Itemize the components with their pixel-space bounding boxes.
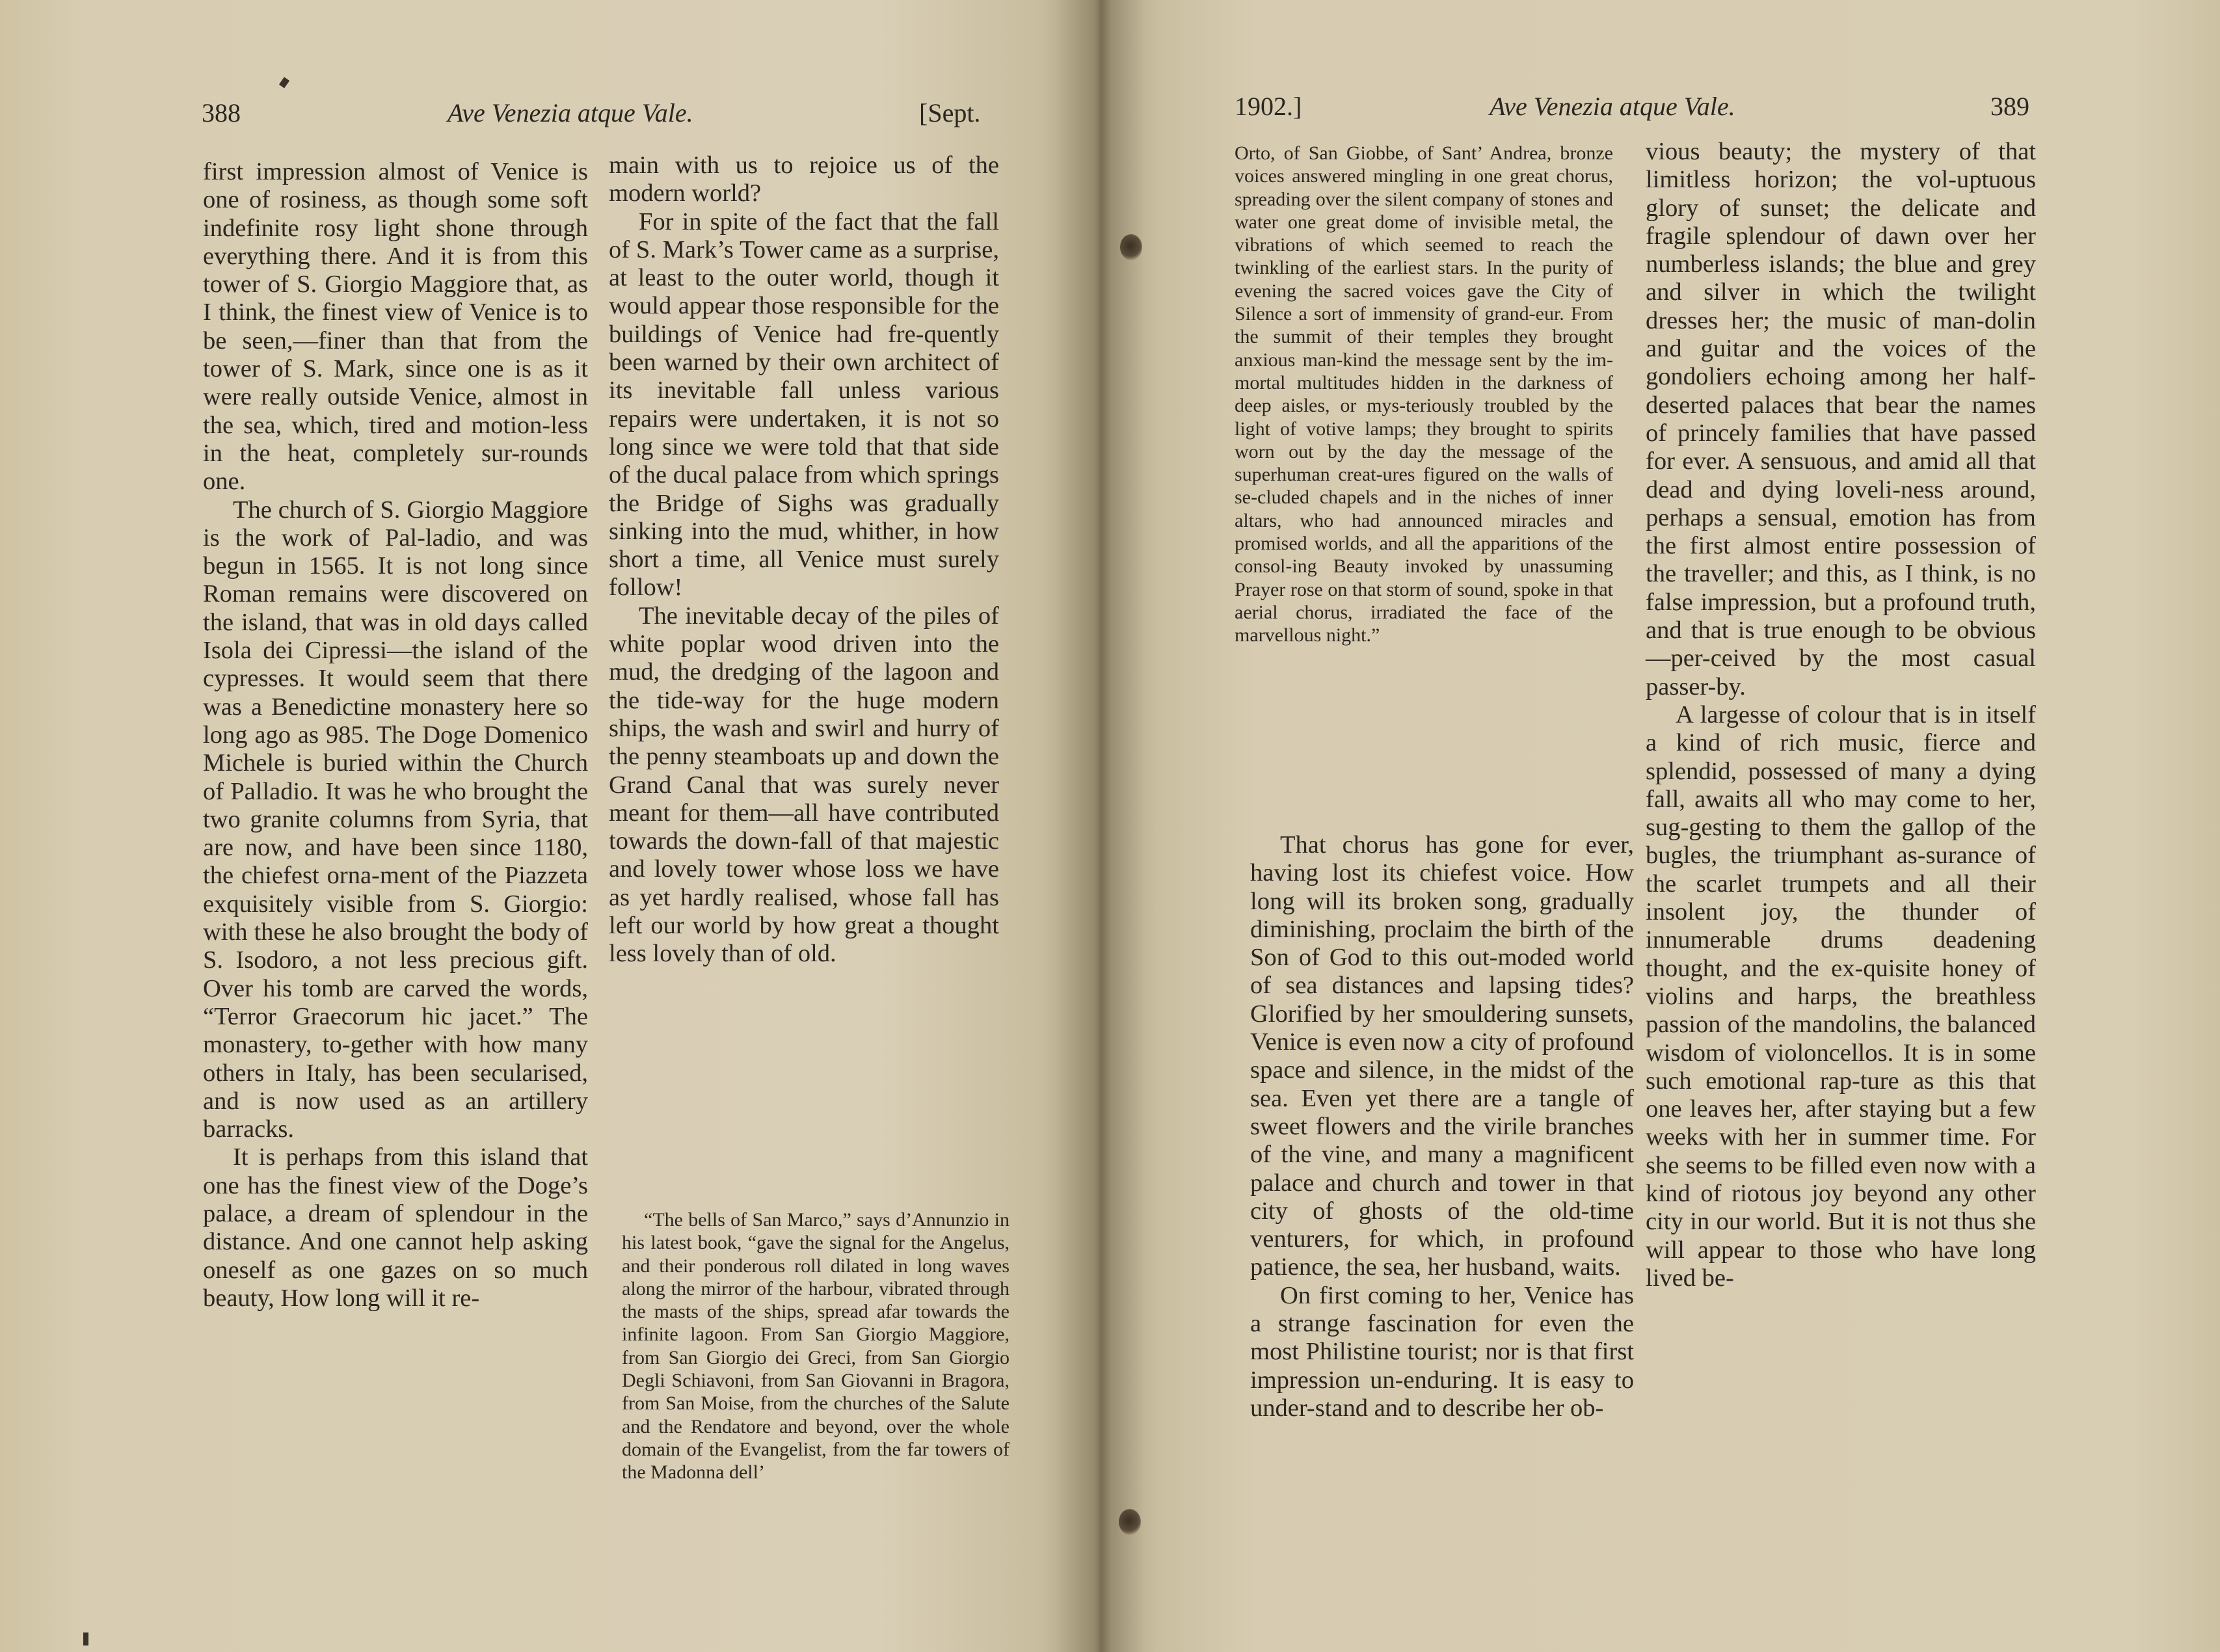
right-running-title: Ave Venezia atque Vale. bbox=[1490, 92, 1735, 121]
paragraph: vious beauty; the mystery of that limitless horizon; the vol-uptuous glory of sunset; the delicate and fragile splendour of dawn over her numberless islands; the blue and grey and silver in which the twilight dresses her; the music of man-dolin and guitar and the voices of the gondoliers echoing among her half-deserted palaces that bear the names of princely families that have passed for ever. A sensuous, and amid all that dead and dying loveli-ness around, perhaps a sensual, emotion has from the first almost entire possession of the traveller; and this, as I think, is no false impression, but a profound truth, and that is true enough to be obvious—per-ceived by the most casual passer-by. bbox=[1646, 138, 2036, 700]
quotation: Orto, of San Giobbe, of Sant’ Andrea, bronze voices answered mingling in one great chorus, spreading over the silent company of stones and water one great dome of invisible metal, the vibrations of which seemed to reach the twinkling of the earliest stars. In the purity of evening the sacred voices gave the City of Silence a sort of immensity of grand-eur. From the summit of their temples they brought anxious man-kind the message sent by the im-mortal multitudes hidden in the darkness of deep aisles, or mys-teriously troubled by the light of votive lamps; they brought to spirits worn out by the day the message of the superhuman creat-ures figured on the walls of se-cluded chapels and in the niches of inner altars, who had announced miracles and promised worlds, and all the apparitions of the consol-ing Beauty invoked by unassuming Prayer rose on that storm of sound, spoke in that aerial chorus, irradiated the face of the marvellous night.” bbox=[1235, 142, 1613, 646]
paragraph: The inevitable decay of the piles of white poplar wood driven into the mud, the dredging of the lagoon and the tide-way for the huge modern ships, the wash and swirl and hurry of the penny steamboats up and down the Grand Canal that was surely never meant for them—all have contributed towards the down-fall of that majestic and lovely tower whose loss we have as yet hardly realised, whose fall has left our world by how great a thought less lovely than of old. bbox=[609, 602, 999, 968]
paragraph: A largesse of colour that is in itself a kind of rich music, fierce and splendid, possessed of many a dying fall, awaits all who may come to her, sug-gesting to them the gallop of the bugles, the triumphant as-surance of the scarlet trumpets and all their insolent joy, the thunder of innumerable drums deadening thought, and the ex-quisite honey of violins and harps, the breathless passion of the mandolins, the balanced wisdom of violoncellos. It is in some such emotional rap-ture as this that one leaves her, after staying but a few weeks with her in summer time. For she seems to be filled even now with a kind of riotous joy beyond any other city in our world. But it is not thus she will appear to those who have long lived be- bbox=[1646, 700, 2036, 1292]
paragraph: It is perhaps from this island that one has the finest view of the Doge’s palace, a dream of splendour in the distance. And one cannot help asking oneself as one gazes on so much beauty, How long will it re- bbox=[203, 1143, 588, 1312]
paragraph: first impression almost of Venice is one of rosiness, as though some soft indefinite rosy light shone through everything there. And it is from this tower of S. Giorgio Maggiore that, as I think, the finest view of Venice is to be seen,—finer than that from the tower of S. Mark, since one is as it were really outside Venice, almost in the sea, which, tired and motion-less in the heat, completely sur-rounds one. bbox=[203, 158, 588, 496]
right-page bbox=[1099, 0, 2220, 1652]
right-running-date: 1902.] bbox=[1235, 92, 1302, 121]
binding-hole bbox=[1120, 234, 1142, 260]
paragraph: For in spite of the fact that the fall of S. Mark’s Tower came as a surprise, at least to the outer world, though it would appear those responsible for the buildings of Venice had fre-quently been warned by their own architect of its inevitable fall unless various repairs were undertaken, it is not so long since we were told that that side of the ducal palace from which springs the Bridge of Sighs was gradually sinking into the mud, whither, in how short a time, all Venice must surely follow! bbox=[609, 207, 999, 602]
paragraph: That chorus has gone for ever, having lost its chiefest voice. How long will its broken song, gradually diminishing, proclaim the birth of the Son of God to this out-moded world of sea distances and lapsing tides? Glorified by her smouldering sunsets, Venice is even now a city of profound space and silence, in the midst of the sea. Even yet there are a tangle of sweet flowers and the virile branches of the vine, and many a magnificent palace and church and tower in that city of ghosts of the old-time venturers, for which, in profound patience, the sea, her husband, waits. bbox=[1250, 831, 1634, 1281]
right-column-2 bbox=[1646, 138, 2036, 1292]
right-column-1 bbox=[1250, 831, 1634, 1422]
quotation: “The bells of San Marco,” says d’Annunzio in his latest book, “gave the signal for the Angelus, and their ponderous roll dilated in long waves along the mirror of the harbour, vibrated through the masts of the ships, spread afar towards the infinite lagoon. From San Giorgio Maggiore, from San Giorgio dei Greci, from San Giorgio Degli Schiavoni, from San Giovanni in Bragora, from San Moise, from the churches of the Salute and the Rendatore and beyond, over the whole domain of the Evangelist, from the far towers of the Madonna dell’ bbox=[622, 1209, 1010, 1484]
paragraph: On first coming to her, Venice has a strange fascination for even the most Philistine tourist; nor is that first impression un-enduring. It is easy to under-stand and to describe her ob- bbox=[1250, 1281, 1634, 1422]
paragraph: The church of S. Giorgio Maggiore is the work of Pal-ladio, and was begun in 1565. It is not long since Roman remains were discovered on the island, that was in old days called Isola dei Cipressi—the island of the cypresses. It would seem that there was a Benedictine monastery here so long ago as 985. The Doge Domenico Michele is buried within the Church of Palladio. It was he who brought the two granite columns from Syria, that are now, and have been since 1180, the chiefest orna-ment of the Piazzeta exquisitely visible from S. Giorgio: with these he also brought the body of S. Isodoro, a not less precious gift. Over his tomb are carved the words, “Terror Graecorum hic jacet.” The monastery, to-gether with how many others in Italy, has been secularised, and is now used as an artillery barracks. bbox=[203, 496, 588, 1143]
ink-mark bbox=[279, 77, 289, 88]
paragraph: main with us to rejoice us of the modern world? bbox=[609, 152, 999, 207]
left-column-1 bbox=[203, 158, 588, 1312]
left-running-title: Ave Venezia atque Vale. bbox=[448, 98, 693, 127]
left-column-2 bbox=[609, 152, 999, 968]
binding-hole bbox=[1119, 1509, 1141, 1535]
ink-mark bbox=[83, 1632, 88, 1645]
right-folio: 389 bbox=[1990, 92, 2029, 121]
left-quote-block bbox=[622, 1208, 1010, 1484]
left-page bbox=[0, 0, 1099, 1652]
left-folio: 388 bbox=[202, 98, 241, 127]
left-running-date: [Sept. bbox=[919, 98, 981, 127]
right-quote-block bbox=[1235, 142, 1613, 647]
